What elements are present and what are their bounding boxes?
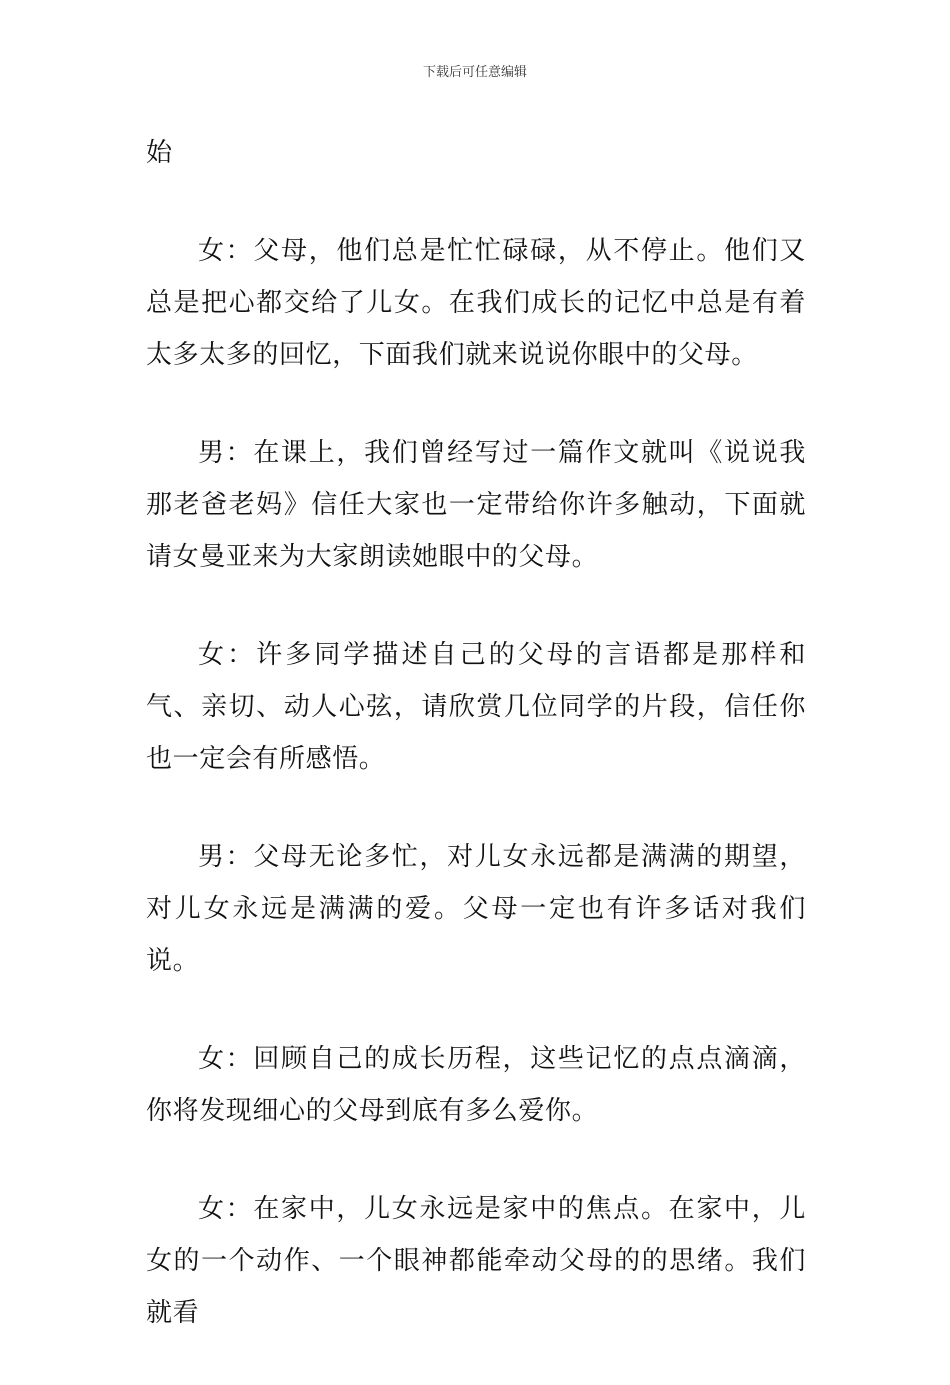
page-header-note: 下载后可任意编辑 bbox=[422, 65, 527, 80]
paragraph-female-speaker-1: 女：父母，他们总是忙忙碌碌，从不停止。他们又总是把心都交给了儿女。在我们成长的记忆中总是有着太多太多的回忆，下面我们就来说说你眼中的父母。 bbox=[146, 236, 806, 370]
paragraph-female-speaker-2: 女：许多同学描述自己的父母的言语都是那样和气、亲切、动人心弦，请欣赏几位同学的片段，信任你也一定会有所感悟。 bbox=[146, 640, 806, 774]
document-body bbox=[146, 127, 806, 1385]
paragraph-continuation: 始 bbox=[146, 138, 173, 168]
paragraph-male-speaker-2: 男：父母无论多忙，对儿女永远都是满满的期望，对儿女永远是满满的爱。父母一定也有许多话对我们说。 bbox=[146, 842, 806, 976]
paragraph-female-speaker-4: 女：在家中，儿女永远是家中的焦点。在家中，儿女的一个动作、一个眼神都能牵动父母的的思绪。我们就看 bbox=[146, 1194, 806, 1328]
paragraph-female-speaker-3: 女：回顾自己的成长历程，这些记忆的点点滴滴，你将发现细心的父母到底有多么爱你。 bbox=[146, 1044, 806, 1126]
paragraph-male-speaker-1: 男：在课上，我们曾经写过一篇作文就叫《说说我那老爸老妈》信任大家也一定带给你许多触动，下面就请女曼亚来为大家朗读她眼中的父母。 bbox=[146, 438, 806, 572]
